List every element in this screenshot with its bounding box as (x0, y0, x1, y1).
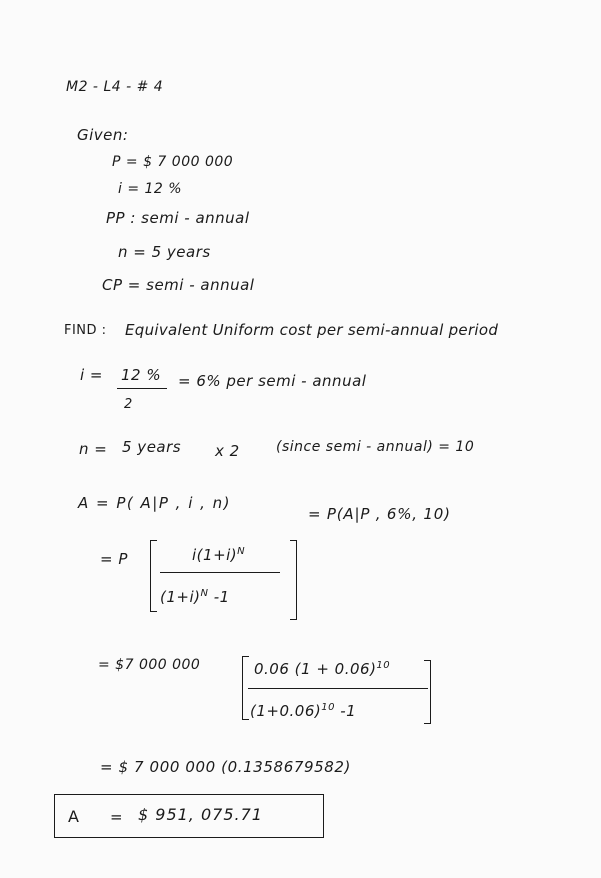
interest-fraction-bar (117, 388, 167, 389)
problem-reference: M2 - L4 - # 4 (66, 79, 164, 95)
given-years: n = 5 years (118, 243, 211, 261)
answer-lhs: A (68, 807, 80, 826)
periods-times: x 2 (215, 442, 240, 460)
periods-lhs: n = (79, 440, 108, 458)
substitution-bracket-right (424, 660, 431, 724)
substitution-lhs: = $7 000 000 (98, 657, 201, 673)
formula-numerator-exponent: N (237, 546, 246, 557)
answer-value: $ 951, 075.71 (138, 805, 263, 824)
substitution-numerator-exponent: 10 (376, 660, 391, 671)
substitution-denominator-tail: -1 (334, 702, 357, 720)
formula-bracket-right (290, 540, 297, 620)
periods-value: 5 years (122, 438, 182, 456)
formula-numerator (192, 546, 245, 564)
formula-line-1b: = P(A|P , 6%, 10) (308, 505, 451, 523)
substitution-denominator-exponent: 10 (321, 702, 335, 713)
substitution-denominator (250, 702, 356, 720)
given-compounding-period: CP = semi - annual (102, 276, 255, 294)
formula-denominator-text: (1+i) (160, 588, 201, 606)
answer-equals: = (110, 808, 124, 826)
find-text: Equivalent Uniform cost per semi-annual period (125, 321, 499, 339)
formula-fraction-bar (160, 572, 280, 573)
substitution-numerator (254, 660, 390, 678)
substitution-denominator-text: (1+0.06) (250, 702, 322, 720)
formula-denominator-tail: -1 (208, 588, 230, 606)
given-interest: i = 12 % (118, 181, 183, 197)
substitution-fraction-bar (248, 688, 428, 689)
formula-denominator (160, 588, 230, 606)
given-title: Given: (77, 126, 129, 144)
interest-result: = 6% per semi - annual (178, 372, 367, 390)
formula-eq-p: = P (100, 550, 128, 568)
formula-numerator-text: i(1+i) (192, 546, 238, 564)
given-payment-period: PP : semi - annual (106, 209, 250, 227)
given-principal: P = $ 7 000 000 (112, 154, 234, 170)
factor-line: = $ 7 000 000 (0.1358679582) (100, 758, 352, 776)
find-label: FIND : (64, 323, 107, 338)
substitution-numerator-text: 0.06 (1 + 0.06) (254, 660, 377, 678)
interest-denominator: 2 (124, 397, 133, 412)
formula-line-1: A = P( A|P , i , n) (78, 494, 232, 512)
periods-note: (since semi - annual) = 10 (276, 439, 475, 455)
interest-lhs: i = (80, 366, 104, 384)
interest-numerator: 12 % (121, 366, 162, 384)
formula-bracket-left (150, 540, 157, 612)
formula-denominator-exponent: N (200, 588, 209, 599)
